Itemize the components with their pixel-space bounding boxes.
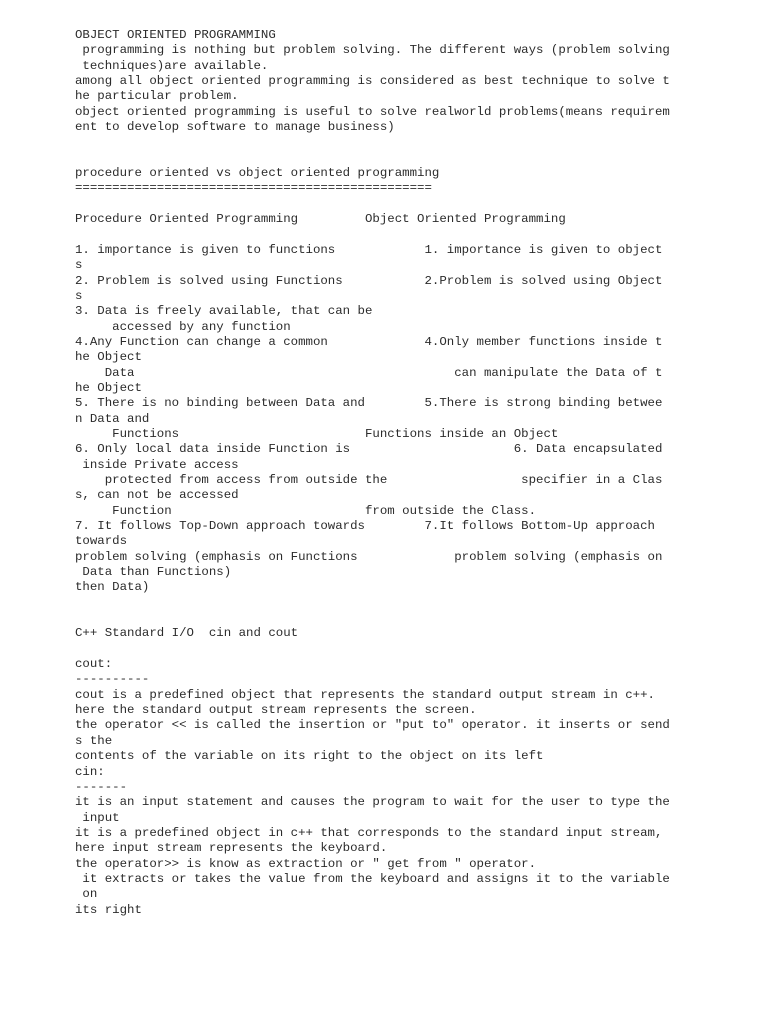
text-line: cin: [75, 764, 105, 779]
text-line: accessed by any function [75, 319, 291, 334]
text-line: Functions Functions inside an Object [75, 426, 559, 441]
text-line [75, 151, 755, 166]
text-line: it is an input statement and causes the program to wait for the user to type the [75, 795, 670, 810]
text-line [75, 197, 755, 212]
text-line: Function from outside the Class. [75, 503, 537, 518]
text-line: 5. There is no binding between Data and 5.There is strong binding betwee [75, 396, 663, 411]
text-line: s the [75, 733, 113, 748]
text-line: then Data) [75, 580, 150, 595]
text-line: input [75, 810, 120, 825]
text-line [75, 611, 755, 626]
text-line [75, 642, 755, 657]
text-line: cout: [75, 657, 113, 672]
text-line: object oriented programming is useful to solve realworld problems(means requirem [75, 104, 670, 119]
text-line: programming is nothing but problem solving. The different ways (problem solving [75, 43, 670, 58]
text-line [75, 227, 755, 242]
text-line: OBJECT ORIENTED PROGRAMMING [75, 28, 276, 42]
text-line: ------- [75, 779, 128, 794]
text-line: protected from access from outside the specifier in a Clas [75, 472, 663, 487]
text-line: 4.Any Function can change a common 4.Only member functions inside t [75, 334, 663, 349]
text-line: C++ Standard I/O cin and cout [75, 626, 299, 641]
text-line: Data than Functions) [75, 565, 232, 580]
text-line: he particular problem. [75, 89, 239, 104]
text-line: problem solving (emphasis on Functions problem solving (emphasis on [75, 549, 663, 564]
text-line: s, can not be accessed [75, 488, 239, 503]
text-line: 3. Data is freely available, that can be [75, 304, 373, 319]
text-line: he Object [75, 380, 142, 395]
text-line: 7. It follows Top-Down approach towards 7.It follows Bottom-Up approach [75, 519, 655, 533]
text-line: s [75, 288, 83, 303]
text-line: techniques)are available. [75, 58, 269, 73]
text-line: its right [75, 902, 142, 917]
text-line: towards [75, 534, 128, 549]
text-line: it extracts or takes the value from the keyboard and assigns it to the variable [75, 871, 670, 886]
text-line: Procedure Oriented Programming Object Oriented Programming [75, 212, 566, 227]
text-line: Data can manipulate the Data of t [75, 365, 663, 380]
document-text [75, 28, 755, 918]
text-line: contents of the variable on its right to the object on its left [75, 749, 544, 764]
text-line: cout is a predefined object that represents the standard output stream in c++. [75, 687, 655, 702]
text-line: on [75, 887, 98, 902]
text-line: it is a predefined object in c++ that corresponds to the standard input stream, [75, 825, 663, 840]
text-line: 6. Only local data inside Function is 6. Data encapsulated [75, 442, 663, 457]
text-line: here input stream represents the keyboard. [75, 841, 388, 856]
text-line: he Object [75, 350, 142, 365]
text-line: s [75, 258, 83, 273]
text-line: inside Private access [75, 457, 239, 472]
text-line [75, 135, 755, 150]
text-line: ---------- [75, 672, 150, 687]
text-line: procedure oriented vs object oriented programming [75, 166, 440, 181]
text-line [75, 596, 755, 611]
text-line: n Data and [75, 411, 150, 426]
text-line: 1. importance is given to functions 1. importance is given to object [75, 242, 663, 257]
text-line: ================================================ [75, 181, 432, 196]
text-line: here the standard output stream represents the screen. [75, 703, 477, 718]
text-line: 2. Problem is solved using Functions 2.Problem is solved using Object [75, 273, 663, 288]
text-line: among all object oriented programming is considered as best technique to solve t [75, 74, 670, 89]
text-line: ent to develop software to manage business) [75, 120, 395, 135]
text-line: the operator>> is know as extraction or " get from " operator. [75, 856, 537, 871]
text-line: the operator << is called the insertion or "put to" operator. it inserts or send [75, 718, 670, 733]
